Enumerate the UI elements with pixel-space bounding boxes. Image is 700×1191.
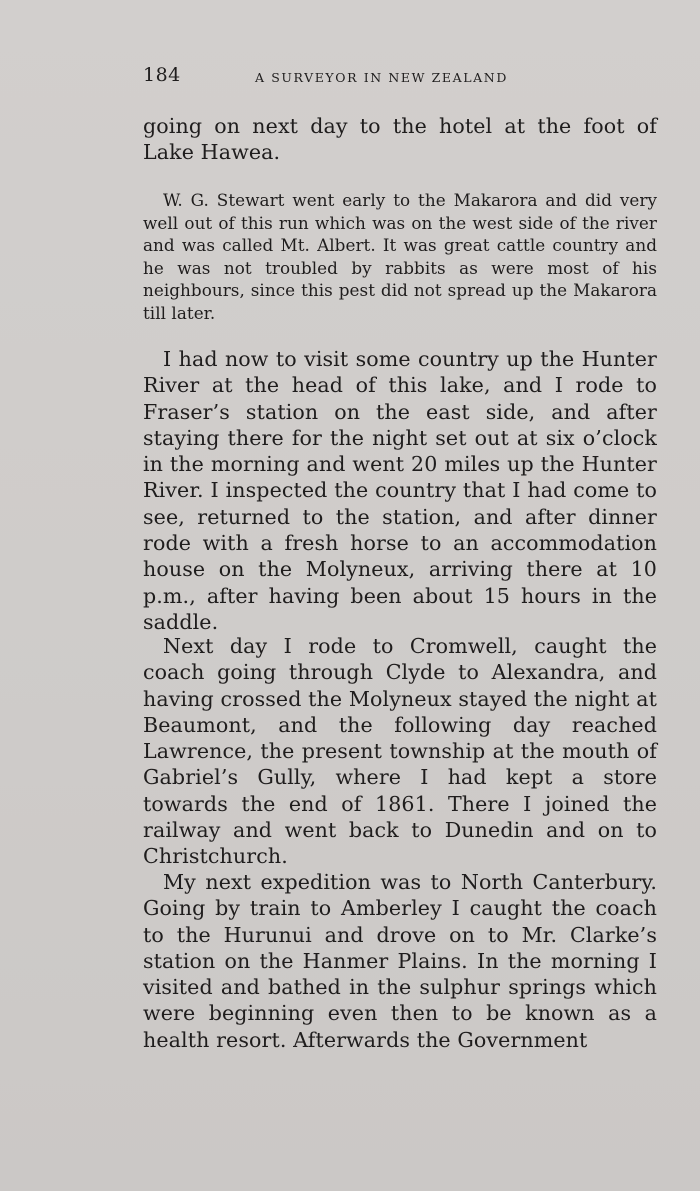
paragraph-cromwell: Next day I rode to Cromwell, caught the coach going through Clyde to Alexandra, and having crossed the Molyneux stayed the night at Beaumont, and the following day reached Lawrence, the present township at the mouth of Gabriel’s Gully, where I had kept a store towards the end of 1861. There I joined the railway and went back to Dunedin and on to Christchurch. xyxy=(143,634,657,869)
paragraph-stewart-note: W. G. Stewart went early to the Makarora and did very well out of this run which was on the west side of the river and was called Mt. Albert. It was great cattle country and he was not troubled by rabbits as were most of his neighbours, since this pest did not spread up the Makarora till later. xyxy=(143,190,657,323)
page-header xyxy=(143,64,657,94)
running-head: A SURVEYOR IN NEW ZEALAND xyxy=(255,70,508,85)
page-number: 184 xyxy=(143,64,181,86)
paragraph-continuation: going on next day to the hotel at the foot of Lake Hawea. xyxy=(143,114,657,165)
paragraph-north-canterbury: My next expedition was to North Canterbury. Going by train to Amberley I caught the coach to the Hurunui and drove on to Mr. Clarke’s station on the Hanmer Plains. In the morning I visited and bathed in the sulphur springs which were beginning even then to be known as a health resort. Afterwards the Government xyxy=(143,870,657,1052)
paragraph-hunter-river: I had now to visit some country up the Hunter River at the head of this lake, and I rode to Fraser’s station on the east side, and after staying there for the night set out at six o’clock in the morning and went 20 miles up the Hunter River. I inspected the country that I had come to see, returned to the station, and after dinner rode with a fresh horse to an accommodation house on the Molyneux, arriving there at 10 p.m., after having been about 15 hours in the saddle. xyxy=(143,347,657,634)
